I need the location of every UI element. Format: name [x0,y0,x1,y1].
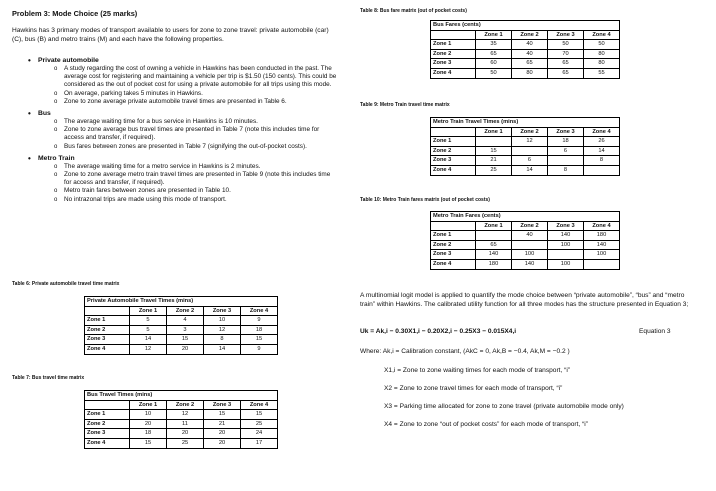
list-item: o Bus fares between zones are presented in Table 7 (signifying the out-of-pocket costs). [64,143,338,151]
table-cell: 15 [241,335,278,345]
table-6-caption: Table 6: Private automobile travel time matrix [12,281,120,287]
variable-definition: X4 = Zone to zone “out of pocket costs” for each mode of transport, “i” [384,421,588,428]
table-cell: 15 [130,438,167,448]
table-row [431,137,620,147]
table-row [431,49,620,59]
column-header: Zone 4 [584,127,620,137]
table-cell [584,259,620,269]
table-corner [431,221,476,231]
row-header: Zone 2 [431,49,476,59]
table-cell: 100 [512,250,548,260]
table-corner [431,127,476,137]
row-header: Zone 3 [431,59,476,69]
table-cell: 40 [512,40,548,50]
table-cell: 5 [130,316,167,326]
table-cell: 10 [130,410,167,420]
list-item: o The average waiting time for a bus service in Hawkins is 10 minutes. [64,118,338,126]
table-cell: 20 [204,429,241,439]
table-cell: 80 [584,59,620,69]
row-header: Zone 1 [431,40,476,50]
table-cell: 10 [204,316,241,326]
table-row [431,59,620,69]
table-row [85,419,278,429]
table-row [431,146,620,156]
table-row [431,259,620,269]
row-header: Zone 3 [431,250,476,260]
table-cell: 50 [548,40,584,50]
table-cell: 80 [584,49,620,59]
table-7 [84,390,278,449]
row-header: Zone 1 [85,410,130,420]
table-cell: 11 [167,419,204,429]
table-cell: 140 [548,231,584,241]
table-cell: 65 [476,240,512,250]
table-row [431,68,620,78]
table-cell: 65 [476,49,512,59]
table-row [431,40,620,50]
utility-equation: Uk = Ak,i − 0.30X1,i − 0.20X2,i − 0.25X3 − 0.015X4,i [360,328,517,335]
table-cell: 50 [584,40,620,50]
column-header: Zone 2 [512,30,548,40]
table-cell: 140 [584,240,620,250]
column-header: Zone 1 [130,306,167,316]
table-cell: 14 [584,146,620,156]
column-header: Zone 4 [241,306,278,316]
row-header: Zone 3 [431,156,476,166]
table-row [431,240,620,250]
table-cell: 18 [241,325,278,335]
table-row [431,231,620,241]
row-header: Zone 2 [431,240,476,250]
table-7-caption: Table 7: Bus travel time matrix [12,375,85,381]
table-row [85,429,278,439]
table-cell: 14 [130,335,167,345]
logit-paragraph: A multinomial logit model is applied to quantify the mode choice between “private automobile”, “bus” and “metro train” within Hawkins. The calibrated utility function for all three modes has the structure presented in Equation 3; [360,292,689,308]
table-corner [431,30,476,40]
table-cell: 8 [548,165,584,175]
table-cell: 24 [241,429,278,439]
table-row [85,438,278,448]
table-8 [430,20,620,79]
table-cell: 20 [167,344,204,354]
table-row [431,250,620,260]
table-cell: 55 [584,68,620,78]
row-header: Zone 2 [85,325,130,335]
row-header: Zone 2 [431,146,476,156]
table-cell: 8 [584,156,620,166]
table-cell: 100 [584,250,620,260]
table-cell: 20 [204,438,241,448]
column-header: Zone 3 [548,127,584,137]
table-cell: 65 [548,68,584,78]
table-cell [548,156,584,166]
table-title: Metro Train Travel Times (mins) [431,118,620,128]
table-cell: 25 [167,438,204,448]
list-item: o The average waiting time for a metro service in Hawkins is 2 minutes. [64,163,338,171]
row-header: Zone 4 [85,344,130,354]
table-cell: 21 [204,419,241,429]
column-header: Zone 3 [204,400,241,410]
list-item: o Zone to zone average private automobile travel times are presented in Table 6. [64,98,338,106]
table-cell: 180 [584,231,620,241]
mode-properties-list [38,56,338,204]
variable-definition: X1,i = Zone to zone waiting times for each mode of transport, “i” [384,367,570,374]
table-cell: 18 [548,137,584,147]
table-cell: 9 [241,316,278,326]
table-9 [430,117,620,176]
table-cell: 80 [512,68,548,78]
table-cell: 26 [584,137,620,147]
table-cell: 100 [548,259,584,269]
column-header: Zone 1 [476,127,512,137]
column-header: Zone 3 [204,306,241,316]
table-title: Bus Travel Times (mins) [85,391,278,401]
column-header: Zone 1 [476,30,512,40]
list-item: o Metro train fares between zones are presented in Table 10. [64,187,338,195]
row-header: Zone 1 [431,231,476,241]
list-item: o On average, parking takes 5 minutes in Hawkins. [64,90,338,98]
row-header: Zone 4 [431,259,476,269]
table-cell: 15 [476,146,512,156]
table-title: Bus Fares (cents) [431,21,620,31]
table-cell: 70 [548,49,584,59]
table-cell: 4 [167,316,204,326]
table-cell: 40 [512,49,548,59]
where-line: Where: Ak,i = Calibration constant, (AkC = 0, Ak,B = −0.4, Ak,M = −0.2 ) [360,348,570,355]
row-header: Zone 4 [431,165,476,175]
list-item: o No intrazonal trips are made using this mode of transport. [64,196,338,204]
row-header: Zone 4 [431,68,476,78]
table-cell [476,231,512,241]
table-cell: 25 [241,419,278,429]
table-cell: 21 [476,156,512,166]
column-header: Zone 2 [167,400,204,410]
table-10 [430,211,620,270]
column-header: Zone 3 [548,30,584,40]
table-10-caption: Table 10: Metro Train fares matrix (out of pocket costs) [360,197,490,203]
table-cell: 5 [130,325,167,335]
table-cell: 17 [241,438,278,448]
table-corner [85,306,130,316]
table-8-caption: Table 8: Bus fare matrix (out of pocket costs) [360,8,467,14]
table-9-caption: Table 9: Metro Train travel time matrix [360,102,450,108]
table-cell: 12 [512,137,548,147]
table-cell: 6 [512,156,548,166]
row-header: Zone 1 [431,137,476,147]
table-cell: 15 [204,410,241,420]
section-heading-bus: • Bus [38,109,338,118]
table-cell: 12 [130,344,167,354]
table-cell: 25 [476,165,512,175]
column-header: Zone 2 [167,306,204,316]
table-cell: 65 [512,59,548,69]
table-cell: 12 [167,410,204,420]
table-cell: 50 [476,68,512,78]
column-header: Zone 4 [241,400,278,410]
column-header: Zone 3 [548,221,584,231]
table-row [431,156,620,166]
table-cell: 18 [130,429,167,439]
row-header: Zone 1 [85,316,130,326]
table-row [85,325,278,335]
variable-definition: X3 = Parking time allocated for zone to zone travel (private automobile mode only) [384,403,624,410]
row-header: Zone 2 [85,419,130,429]
table-cell [584,165,620,175]
table-cell: 8 [204,335,241,345]
table-6 [84,296,278,355]
column-header: Zone 2 [512,127,548,137]
column-header: Zone 4 [584,221,620,231]
equation-label: Equation 3 [639,328,671,335]
table-corner [85,400,130,410]
table-cell: 20 [130,419,167,429]
table-cell: 140 [512,259,548,269]
table-cell: 14 [512,165,548,175]
list-item: o A study regarding the cost of owning a vehicle in Hawkins has been conducted in the past. The average cost for registering and maintaining a vehicle per trip is $1.50 (150 cents). This could be considered as the out of pocket cost for using a private automobile for all trips using this mode. [64,65,338,90]
table-cell [512,240,548,250]
row-header: Zone 4 [85,438,130,448]
table-row [85,410,278,420]
row-header: Zone 3 [85,429,130,439]
variable-definition: X2 = Zone to zone travel times for each mode of transport, “i” [384,385,563,392]
table-cell: 15 [241,410,278,420]
table-row [85,344,278,354]
table-cell: 35 [476,40,512,50]
table-title: Private Automobile Travel Times (mins) [85,297,278,307]
problem-title: Problem 3: Mode Choice (25 marks) [12,9,138,18]
table-cell: 20 [167,429,204,439]
table-cell: 40 [512,231,548,241]
table-cell: 100 [548,240,584,250]
table-row [431,165,620,175]
table-cell: 60 [476,59,512,69]
table-cell [476,137,512,147]
list-item: o Zone to zone average metro train travel times are presented in Table 9 (note this includes time for access and transfer, if required). [64,171,338,187]
table-cell: 9 [241,344,278,354]
table-cell: 65 [548,59,584,69]
table-cell: 3 [167,325,204,335]
table-title: Metro Train Fares (cents) [431,212,620,222]
column-header: Zone 2 [512,221,548,231]
table-cell: 12 [204,325,241,335]
table-cell [512,146,548,156]
table-cell [548,250,584,260]
column-header: Zone 1 [130,400,167,410]
column-header: Zone 1 [476,221,512,231]
column-header: Zone 4 [584,30,620,40]
list-item: o Zone to zone average bus travel times are presented in Table 7 (note this includes time for access and transfer, if required). [64,126,338,142]
table-cell: 14 [204,344,241,354]
section-heading-metro-train: • Metro Train [38,154,338,163]
table-cell: 140 [476,250,512,260]
section-heading-private-automobile: • Private automobile [38,56,338,65]
row-header: Zone 3 [85,335,130,345]
table-row [85,316,278,326]
table-cell: 15 [167,335,204,345]
table-cell: 180 [476,259,512,269]
intro-paragraph: Hawkins has 3 primary modes of transport available to users for zone to zone travel: private automobile (car) (C), bus (B) and metro trains (M) and each have the following properties. [12,27,329,43]
table-row [85,335,278,345]
table-cell: 6 [548,146,584,156]
